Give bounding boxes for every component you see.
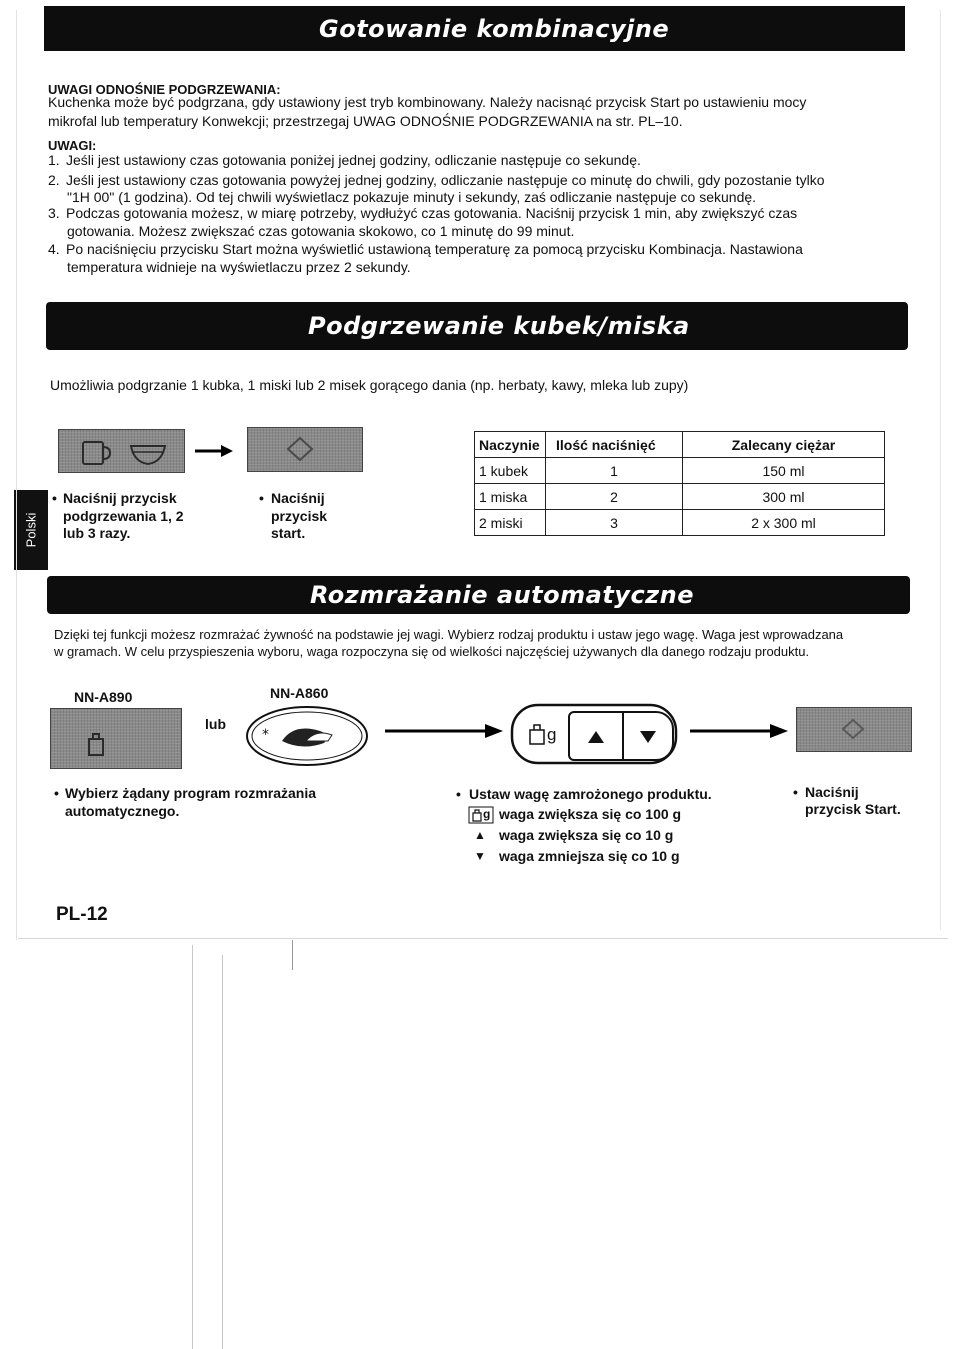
- section-title: Podgrzewanie kubek/miska: [308, 312, 690, 340]
- table-header: Zalecany ciężar: [683, 432, 885, 458]
- note-text: Podczas gotowania możesz, w miarę potrzeby, wydłużyć czas gotowania. Naciśnij przycisk 1 min, aby zwiększyć czas: [66, 205, 798, 221]
- start-button-image: [796, 707, 912, 752]
- table-cell: 2: [546, 484, 683, 510]
- reheat-heading: UWAGI ODNOŚNIE PODGRZEWANIA:: [48, 82, 281, 97]
- reheat-text-line-1: Kuchenka może być podgrzana, gdy ustawiony jest tryb kombinowany. Należy nacisnąć przycisk Start po ustawieniu mocy: [48, 94, 807, 110]
- page-edge-line: [18, 938, 948, 939]
- page-number: PL-12: [56, 904, 108, 925]
- section-header-auto-defrost: [47, 576, 910, 614]
- weight-button-group: [510, 703, 678, 765]
- table-header: Naczynie: [475, 432, 546, 458]
- note-number: 2.: [48, 172, 60, 188]
- arrow-right-icon: [195, 444, 235, 463]
- note-text: "1H 00" (1 godzina). Od tej chwili wyświetlacz pokazuje minuty i sekundy, zaś odliczanie następuje co sekundę.: [67, 189, 757, 205]
- note-text: temperatura widnieje na wyświetlaczu przez 2 sekundy.: [67, 259, 411, 275]
- language-tab-label: Polski: [23, 512, 39, 548]
- note-number: 3.: [48, 205, 60, 221]
- note-item: [48, 172, 825, 189]
- page-edge-line: [16, 10, 17, 940]
- table-header: Ilość naciśnięć: [546, 432, 683, 458]
- scan-line: [222, 955, 223, 1349]
- note-text: Po naciśnięciu przycisku Start można wyświetlić ustawioną temperaturę za pomocą przycisku Kombinacja. Nastawiona: [66, 241, 803, 257]
- note-number: 1.: [48, 152, 60, 168]
- table-row: [475, 458, 885, 484]
- model-a-label: NN-A890: [74, 689, 133, 705]
- table-cell: 2 x 300 ml: [683, 510, 885, 536]
- note-item: [48, 205, 798, 222]
- note-text: Jeśli jest ustawiony czas gotowania poniżej jednej godziny, odliczanie następuje co sekundę.: [66, 152, 641, 168]
- note-text: Jeśli jest ustawiony czas gotowania powyżej jednej godziny, odliczanie następuje co minutę do chwili, gdy pozostanie tylko: [66, 172, 825, 188]
- cup-bowl-button-image: [58, 429, 185, 473]
- svg-text:*: *: [262, 727, 269, 743]
- table-cell: 2 miski: [475, 510, 546, 536]
- table-cell: 150 ml: [683, 458, 885, 484]
- section-header-combination-cooking: [44, 6, 905, 51]
- section-header-cup-bowl-reheat: [46, 302, 908, 350]
- section-title: Rozmrażanie automatyczne: [310, 581, 695, 609]
- table-cell: 300 ml: [683, 484, 885, 510]
- weight-unit-label: g: [547, 725, 557, 744]
- weight-down-button[interactable]: [622, 711, 674, 761]
- scan-line: [192, 945, 193, 1349]
- start-icon: [248, 428, 362, 471]
- start-button-image: [247, 427, 363, 472]
- triangle-up-icon: [570, 713, 622, 759]
- defrost-intro-line-2: w gramach. W celu przyspieszenia wyboru, waga rozpoczyna się od wielkości najczęściej używanych dla danego rodzaju produktu.: [54, 644, 810, 659]
- or-label: lub: [205, 716, 226, 732]
- defrost-intro-line-1: Dzięki tej funkcji możesz rozmrażać żywność na podstawie jej wagi. Wybierz rodzaj produktu i ustaw jego wagę. Waga jest wprowadzana: [54, 627, 844, 642]
- table-row: [475, 484, 885, 510]
- triangle-up-icon: ▲: [474, 828, 486, 842]
- start-icon: [797, 708, 911, 751]
- section-title: Gotowanie kombinacyjne: [319, 14, 670, 43]
- note-item: [48, 152, 641, 169]
- arrow-right-icon: [690, 723, 790, 744]
- snowflake-bread-icon: [244, 703, 370, 769]
- scan-line: [292, 940, 293, 970]
- table-cell: 1 kubek: [475, 458, 546, 484]
- defrost-oval-button: [244, 703, 370, 774]
- cup-bowl-intro: Umożliwia podgrzanie 1 kubka, 1 miski lub 2 misek gorącego dania (np. herbaty, kawy, mleka lub zupy): [50, 377, 689, 393]
- model-b-label: NN-A860: [270, 685, 329, 701]
- table-cell: 1 miska: [475, 484, 546, 510]
- triangle-down-icon: ▼: [474, 849, 486, 863]
- weight-up-button[interactable]: [568, 711, 624, 761]
- cup-bowl-table: [474, 431, 885, 536]
- triangle-down-icon: [624, 713, 672, 759]
- notes-heading: UWAGI:: [48, 138, 97, 153]
- page-edge-line: [940, 10, 941, 930]
- reheat-text-line-2: mikrofal lub temperatury Konwekcji; przestrzegaj UWAG ODNOŚNIE PODGRZEWANIA na str. PL–10.: [48, 113, 683, 129]
- arrow-right-icon: [385, 723, 505, 744]
- table-cell: 1: [546, 458, 683, 484]
- note-text: gotowania. Możesz zwiększać czas gotowania skokowo, co 1 minutę do 99 minut.: [67, 223, 575, 239]
- language-tab: [14, 490, 48, 570]
- note-number: 4.: [48, 241, 60, 257]
- cup-bowl-icon: [59, 430, 184, 472]
- defrost-button-image: [50, 708, 182, 769]
- note-item: [48, 241, 803, 258]
- table-row: [475, 510, 885, 536]
- defrost-weight-icon: [51, 709, 181, 768]
- table-cell: 3: [546, 510, 683, 536]
- table-header-row: [475, 432, 885, 458]
